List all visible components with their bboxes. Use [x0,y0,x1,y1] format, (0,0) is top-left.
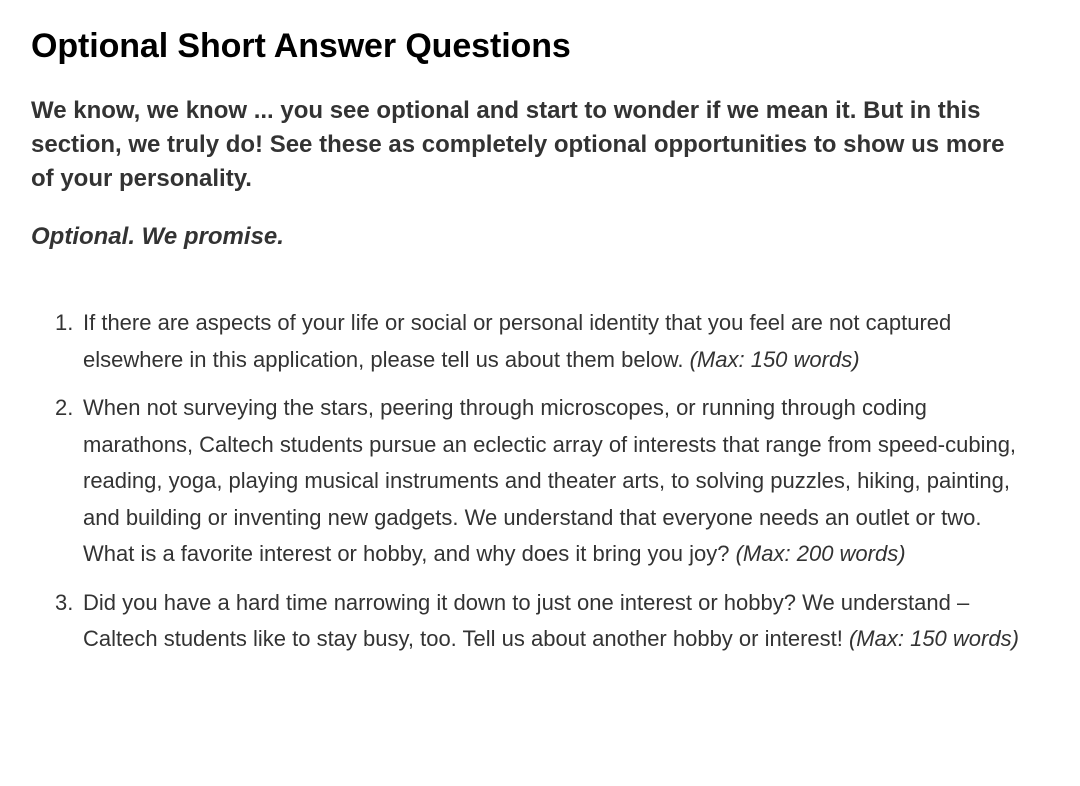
intro-paragraph: We know, we know ... you see optional and start to wonder if we mean it. But in this section, we truly do! See these as completely optional opportunities to show us more of your personality. [31,97,1005,192]
question-list [31,305,1031,658]
question-number: 3. [55,589,74,615]
question-text: Did you have a hard time narrowing it down to just one interest or hobby? We understand – Caltech students like to stay busy, too. Tell us about another hobby or interest! [83,589,970,651]
question-item-2 [31,390,1031,573]
question-text: When not surveying the stars, peering through microscopes, or running through coding marathons, Caltech students pursue an eclectic array of interests that range from speed-cubing, reading, yoga, playing musical instruments and theater arts, to solving puzzles, hiking, painting, and building or inventing new gadgets. We understand that everyone needs an outlet or two. What is a favorite interest or hobby, and why does it bring you joy? [83,395,1017,566]
promise-note: Optional. We promise. [31,223,284,250]
question-item-1 [31,305,1031,378]
question-number: 1. [55,310,74,335]
page-title: Optional Short Answer Questions [31,27,571,65]
word-limit: (Max: 150 words) [689,346,860,372]
word-limit: (Max: 150 words) [848,626,1019,651]
word-limit: (Max: 200 words) [735,541,906,566]
question-number: 2. [55,395,74,420]
question-item-3 [31,585,1031,658]
question-text: If there are aspects of your life or social or personal identity that you feel are not captured elsewhere in this application, please tell us about them below. [83,310,952,372]
